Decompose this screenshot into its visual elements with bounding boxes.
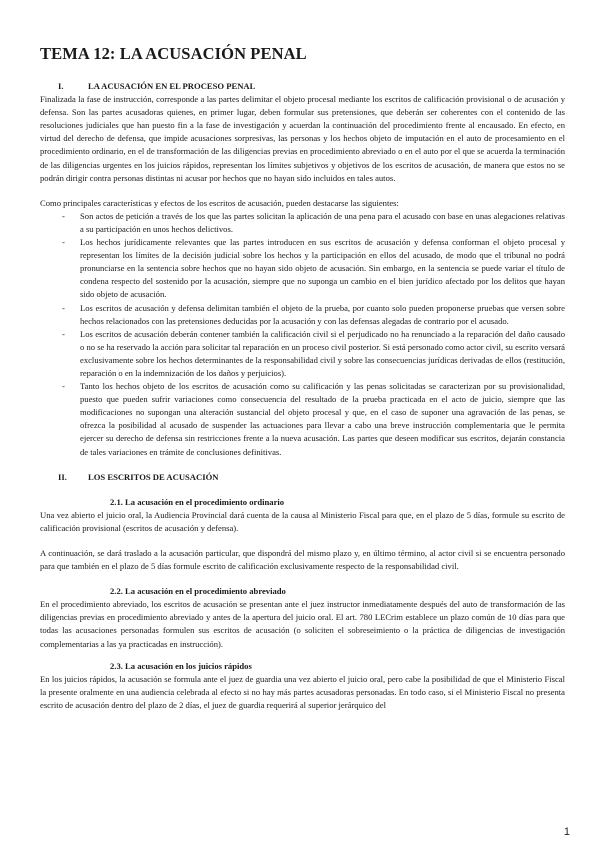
dash-bullet-icon: -	[62, 381, 65, 392]
list-item: - Los escritos de acusación deberán contener también la calificación civil si el perjudicado no ha renunciado a la reparación del daño causado o no se ha reservado la acción para solicitar tal reparación en un proceso civil posterior. Si está personado como actor civil, su escrito versará exclusivamente sobre los hechos determinantes de la responsabilidad civil y sobre las consecuencias jurídicas derivadas de ellos (restitución, reparación o en la indemnización de los daños y perjuicios).	[62, 328, 565, 378]
paragraph-characteristics: Como principales características y efectos de los escritos de acusación, pueden destacarse las siguientes:	[40, 197, 399, 208]
paragraph-abreviado: En el procedimiento abreviado, los escritos de acusación se presentan ante el juez instructor inmediatamente después del auto de transformación de las diligencias previas en procedimiento abreviado y antes de la apertura del juicio oral. El art. 780 LECrim establece un plazo común de 10 días para que todas las acusaciones personadas formulen sus escritos de acusación (o soliciten el sobreseimiento o la práctica de diligencias de investigación complementarias a las ya practicadas en instrucción).	[40, 599, 565, 649]
subsection-heading-2-2: 2.2. La acusación en el procedimiento abreviado	[110, 586, 286, 597]
section-number-1: I.	[58, 81, 64, 91]
subsection-heading-2-1: 2.1. La acusación en el procedimiento ordinario	[110, 496, 285, 507]
subsection-heading-2-3: 2.3. La acusación en los juicios rápidos	[110, 660, 252, 671]
section-heading-2	[40, 471, 565, 484]
paragraph-ordinario-1: Una vez abierto el juicio oral, la Audiencia Provincial dará cuenta de la causa al Ministerio Fiscal para que, en el plazo de 5 días, formule su escrito de calificación provisional (escritos de acusación y defensa).	[40, 509, 565, 533]
section-title-2: LOS ESCRITOS DE ACUSACIÓN	[88, 471, 219, 482]
section-heading-1	[40, 80, 565, 93]
dash-bullet-icon: -	[62, 237, 65, 248]
list-item: - Los hechos jurídicamente relevantes que las partes introducen en sus escritos de acusación y defensa conforman el objeto procesal y representan los límites de la decisión judicial sobre los hechos y la participación en ellos del acusado, de modo que el tribunal no podrá pronunciarse en la sentencia sobre hechos que no hayan sido objeto de acusación. Sin embargo, en la sentencia se puede variar el título de condena respecto del sostenido por la acusación, siempre que no suponga un cambio en el bien jurídico afectado por los delitos que hayan sido objeto de acusación.	[62, 237, 565, 300]
section-title-1: LA ACUSACIÓN EN EL PROCESO PENAL	[88, 81, 256, 91]
page-content	[40, 44, 565, 712]
dash-bullet-icon: -	[62, 210, 65, 221]
dash-bullet-icon: -	[62, 302, 65, 313]
characteristics-list	[40, 210, 565, 459]
list-item: - Tanto los hechos objeto de los escritos de acusación como su calificación y las penas solicitadas se caracterizan por su provisionalidad, puesto que pueden sufrir variaciones como consecuencia del resultado de la prueba practicada en el acto de juicio, siempre que las modificaciones no supongan una alteración sustancial del objeto procesal y que, en el caso de suponer una agravación de las penas, se ofrezca la posibilidad al acusado de suspender las actuaciones para llevar a cabo una breve instrucción complementaria que le permita ejercer su derecho de defensa sin restricciones frente a la nueva acusación. Las partes que deseen modificar sus escritos, dejarán constancia de tales variaciones en trámite de conclusiones definitivas.	[62, 381, 565, 457]
page-title: TEMA 12: LA ACUSACIÓN PENAL	[40, 44, 307, 63]
list-item: - Los escritos de acusación y defensa delimitan también el objeto de la prueba, por cuanto solo pueden proponerse pruebas que versen sobre hechos relacionados con las pretensiones deducidas por la acusación y con las defensas alegadas de contrario por el acusado.	[62, 302, 565, 326]
paragraph-juicios-rapidos: En los juicios rápidos, la acusación se formula ante el juez de guardia una vez abierto el juicio oral, pero cabe la posibilidad de que el Ministerio Fiscal la presente oralmente en una audiencia celebrada al efecto si no hay más partes acusadoras personadas. En todo caso, si el Ministerio Fiscal no presenta escrito de acusación dentro del plazo de 2 días, el juez de guardia requerirá al superior jerárquico del	[40, 673, 565, 710]
paragraph-intro: Finalizada la fase de instrucción, corresponde a las partes delimitar el objeto procesal mediante los escritos de calificación provisional o de acusación y defensa. Son las partes acusadoras quienes, en primer lugar, deben formular sus pretensiones, que deberán ser coherentes con el contenido de las resoluciones judiciales que han puesto fin a la fase de investigación y acuerdan la continuación del procedimiento frente al encausado. En efecto, en virtud del derecho de defensa, que impide acusaciones sorpresivas, las personas y los hechos objeto de imputación en el auto de procesamiento en el procedimiento ordinario, en el de transformación de las diligencias previas en procedimiento abreviado o en el auto por el que se acuerda la terminación de las diligencias urgentes en los juicios rápidos, representan los límites subjetivos y objetivos de los escritos de acusación, de manera que estos no se podrán dirigir contra personas distintas ni acusar por hechos que no hayan sido incluidos en tales autos.	[40, 94, 565, 183]
list-item: - Son actos de petición a través de los que las partes solicitan la aplicación de una pena para el acusado con base en unas alegaciones relativas a su participación en unos hechos delictivos.	[62, 210, 565, 234]
section-number-2: II.	[58, 471, 67, 482]
page-number: 1	[563, 826, 570, 838]
paragraph-ordinario-2: A continuación, se dará traslado a la acusación particular, que dispondrá del mismo plazo y, en último término, al actor civil si se encuentra personado para que también en el plazo de 5 días formule escrito de calificación exclusivamente respecto de la responsabilidad civil.	[40, 548, 565, 572]
dash-bullet-icon: -	[62, 328, 65, 339]
